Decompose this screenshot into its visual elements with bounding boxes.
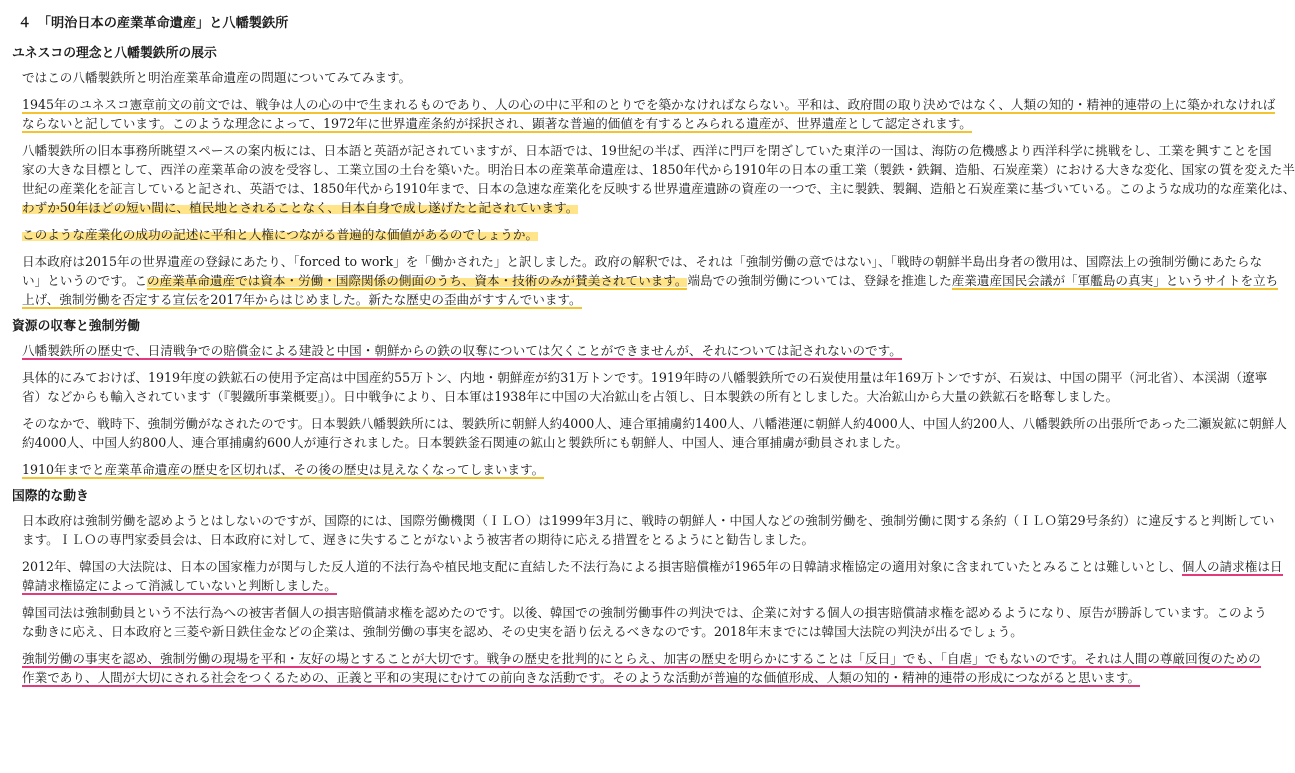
paragraph-line: ではこの八幡製鉄所と明治産業革命遺産の問題についてみてみます。 [22,70,412,85]
section-title: ４ 「明治日本の産業革命遺産」と八幡製鉄所 [18,16,289,31]
paragraph-supreme-court: 2012年、韓国の大法院は、日本の国家権力が関与した反人道的不法行為や植民地支配に直結した不法行為による損害賠償権が1965年の日韓請求権協定の適用対象に含まれていたとみることは難しいとし、個人の請求権は日 韓請求権協定によって消滅していないと判断しました。 [22,559,1283,593]
underlined-text: 八幡製鉄所の歴史で、日清戦争での賠償金による建設と中国・朝鮮からの鉄の収奪については欠くことができませんが、それについては記されないのです。 [22,343,902,358]
underlined-text: 個人の請求権は日 [1181,559,1283,574]
underlined-text: 作業であり、人間が大切にされる社会をつくるための、正義と平和の実現にむけての前向きな活動です。そのような活動が普遍的な価値形成、人類の知的・精神的連帯の形成につながると思います。 [22,670,1141,685]
paragraph-line: な動きに応え、日本政府と三菱や新日鉄住金などの企業は、強制労働の事実を認め、その史実を語り伝えるべきなのです。2018年末までには韓国大法院の判決が出るでしょう。 [22,624,1023,639]
paragraph-signboard [10,141,1295,217]
underlined-text: 強制労働の事実を認め、強制労働の現場を平和・友好の場とすることが大切です。戦争の歴史を批判的にとらえ、加害の歴史を明らかにすることは「反日」でも、「自虐」でもないのです。それは人間の尊厳回復のための [22,651,1261,666]
underlined-text: ならないと記しています。このような理念によって、1972年に世界遺産条約が採択され、顕著な普遍的価値を有するとみられる遺産が、世界遺産として認定されます。 [22,116,972,131]
paragraph-1910-cutoff [10,460,1190,479]
paragraph-line: 省）などからも輸入されています（『製鐵所事業概要』）。日中戦争により、日本軍は1938年に中国の大冶鉱山を占領し、日本製鉄の所有としました。大冶鉱山から大量の鉄鉱石を略奪しました。 [22,389,1119,404]
paragraph-line: 約4000人、中国人約800人、連合軍捕虜約600人が連行されました。日本製鉄釜石関連の鉱山と製鉄所にも朝鮮人、中国人、連合軍捕虜が動員されました。 [22,435,909,450]
highlighted-text: このような産業化の成功の記述に平和と人権につながる普遍的な価値があるのでしょうか。 [22,227,539,242]
paragraph-line: 具体的にみておけば、1919年度の鉄鉱石の使用予定高は中国産約55万トン、内地・朝鮮産が約31万トンです。1919年時の八幡製鉄所での石炭使用量は年169万トンですが、石炭は、中国の開平（河北省）、本渓湖（遼寧 [22,370,1268,385]
paragraph-line: そのなかで、戦時下、強制労働がなされたのです。日本製鉄八幡製鉄所には、製鉄所に朝鮮人約4000人、連合軍捕虜約1400人、八幡港運に朝鮮人約4000人、中国人約200人、八幡製鉄所の出張所であった二瀬炭鉱に朝鮮人 [22,416,1287,431]
paragraph-forced-labor [10,414,1287,452]
underlined-text: 1910年までと産業革命遺産の歴史を区切れば、その後の歴史は見えなくなってしまいます。 [22,462,545,477]
paragraph-line: 韓国司法は強制動員という不法行為への被害者個人の損害賠償請求権を認めたのです。以後、韓国での強制労働事件の判決では、企業に対する個人の損害賠償請求権を認めるようになり、原告が勝訴しています。このよう [22,605,1267,620]
heading-unesco: ユネスコの理念と八幡製鉄所の展示 [12,46,217,61]
paragraph-exploitation [10,341,1190,360]
paragraph-line: ます。ＩＬＯの専門家委員会は、日本政府に対して、遅きに失することがないよう被害者の期待に応える措置をとるようにと勧告しました。 [22,532,815,547]
underlined-text: 産業遺産国民会議が「軍艦島の真実」というサイトを立ち [951,273,1279,288]
paragraph-line: 家の大きな目標として、西洋の産業革命の波を受容し、工業立国の土台を築いた。明治日本の産業革命遺産は、1850年代から1910年の日本の重工業（製鉄・鉄鋼、造船、石炭産業）における大きな変化、国家の質を変えた半 [22,162,1295,177]
heading-international: 国際的な動き [12,489,89,504]
highlighted-text: の産業革命遺産では資本・労働・国際関係の側面のうち、資本・技術のみが賛美されています。 [146,273,688,288]
highlighted-text: わずか50年ほどの短い間に、植民地とされることなく、日本自身で成し遂げたと記されています。 [22,200,579,215]
underlined-text: 韓請求権協定によって消滅していないと判断しました。 [22,578,337,593]
underlined-text: 上げ、強制労働を否定する宣伝を2017年からはじめました。新たな歴史の歪曲がすすんでいます。 [22,292,582,307]
underlined-text: 1945年のユネスコ憲章前文の前文では、戦争は人の心の中で生まれるものであり、人の心の中に平和のとりでを築かなければならない。平和は、政府間の取り決めではなく、人類の知的・精神的連帯の上に築かれなければ [22,97,1276,112]
paragraph-line: 八幡製鉄所の旧本事務所眺望スペースの案内板には、日本語と英語が記されていますが、日本語では、19世紀の半ば、西洋に門戸を閉ざしていた東洋の一国は、海防の危機感より西洋科学に挑戦をし、工業を興すことを国 [22,143,1272,158]
paragraph-conclusion [10,649,1261,687]
paragraph-line: 世紀の産業化を証言していると記され、英語では、1850年代から1910年まで、日本の急速な産業化を反映する世界遺産遺跡の資産の一つで、主に製鉄、製鋼、造船と石炭産業に基づいている。このような成功的な産業化は、 [22,181,1295,196]
paragraph-line: 日本政府は強制労働を認めようとはしないのですが、国際的には、国際労働機関（ＩＬＯ）は1999年3月に、戦時の朝鮮人・中国人などの強制労働を、強制労働に関する条約（ＩＬＯ第29号条約）に違反すると判断してい [22,513,1275,528]
paragraph-government-interpretation: 日本政府は2015年の世界遺産の登録にあたり、「forced to work」を「働かされた」と訳しました。政府の解釈では、それは「強制労働の意ではない」、「戦時の朝鮮半島出身者の徴用は、国際法上の強制労働にあたらな い」というのです。この産業革命遺産では資本・労働・国際関係の側面のうち、資本・技術のみが賛美されています。端島での強制労働については、登録を推進した産業遺産国民会議が「軍艦島の真実」というサイトを立ち 上げ、強制労働を否定する宣伝を2017年からはじめました。新たな歴史の歪曲がすすんでいます。 [10,252,1190,309]
paragraph-korean-judiciary [10,603,1267,641]
paragraph-question [10,225,1190,244]
paragraph-unesco-charter [10,95,1276,133]
paragraph-ilo [10,511,1275,549]
paragraph-line: 日本政府は2015年の世界遺産の登録にあたり、「forced to work」を「働かされた」と訳しました。政府の解釈では、それは「強制労働の意ではない」、「戦時の朝鮮半島出身者の徴用は、国際法上の強制労働にあたらな [22,254,1263,269]
paragraph-intro [10,68,1190,87]
paragraph-ore-details [10,368,1268,406]
heading-resources: 資源の収奪と強制労働 [12,319,140,334]
